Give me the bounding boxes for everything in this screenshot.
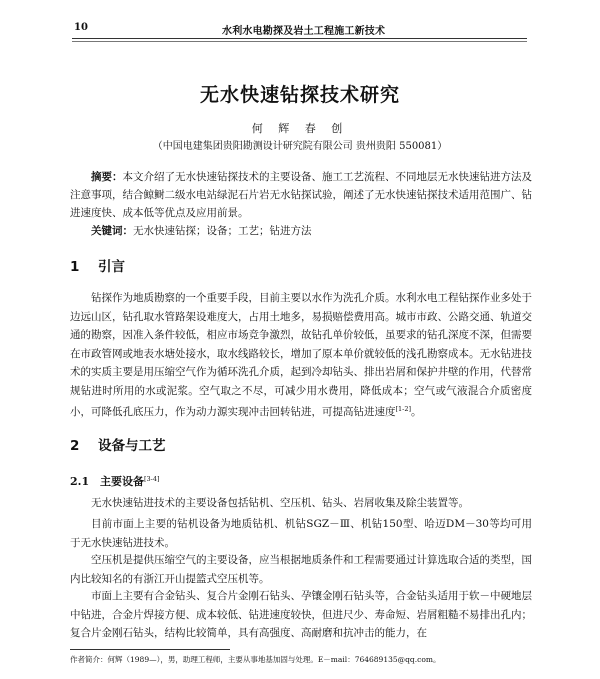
journal-name: 水利水电勘探及岩土工程施工新技术 bbox=[222, 26, 386, 37]
citation: [1-2] bbox=[395, 405, 412, 413]
section-heading-2 bbox=[70, 434, 166, 454]
abstract-label: 摘要： bbox=[91, 171, 123, 183]
affiliation-line: （中国电建集团贵阳勘测设计研究院有限公司 贵州贵阳 550081） bbox=[152, 141, 448, 152]
author-footnote: 作者简介：何辉（1989—），男，助理工程师，主要从事地基加固与处理。E－mail：764689135@qq.com。 bbox=[70, 655, 441, 664]
equipment-paragraph: 无水快速钻进技术的主要设备包括钻机、空压机、钻头、岩屑收集及除尘装置等。 bbox=[91, 497, 469, 509]
citation: [3-4] bbox=[144, 475, 160, 483]
drill-paragraph: 目前市面上主要的钻机设备为地质钻机、机钻SGZ－Ⅲ、机钻150型、哈迈DM－30等均可用于无水快速钻进技术。 bbox=[70, 518, 532, 549]
section-title: 引言 bbox=[98, 259, 125, 275]
keywords-label: 关键词： bbox=[91, 225, 133, 237]
header-rule bbox=[72, 38, 527, 39]
header-rule-thin bbox=[72, 41, 527, 42]
section-title: 设备与工艺 bbox=[98, 438, 166, 454]
running-header bbox=[0, 0, 600, 44]
abstract bbox=[70, 168, 532, 222]
paper-title: 无水快速钻探技术研究 bbox=[199, 84, 400, 106]
compressor-paragraph: 空压机是提供压缩空气的主要设备，应当根据地质条件和工程需要通过计算选取合适的类型，国内比较知名的有浙江开山提篮式空压机等。 bbox=[70, 554, 532, 585]
paragraph-text: 钻探作为地质勘察的一个重要手段，目前主要以水作为洗孔介质。水利水电工程钻探作业多处于边远山区，钻孔取水管路架设难度大，占用土地多，易损赔偿费用高。城市市政、公路交通、轨道交通的勘察，因准入条件较低，相应市场竞争激烈，故钻孔单价较低，虽要求的钻孔深度不深，但需要在市政管网或地表水塘处接水，取水线路较长，增加了原本单价就较低的浅孔勘察成本。无水钻进技术的实质主要是用压缩空气作为循环洗孔介质，起到冷却钻头、排出岩屑和保护井壁的作用，代替常规钻进时所用的水或泥浆。空气取之不尽，可减少用水费用，降低成本；空气或气液混合介质密度小，可降低孔底压力，作为动力源实现冲击回转钻进，可提高钻进速度 bbox=[70, 292, 532, 418]
abstract-text: 本文介绍了无水快速钻探技术的主要设备、施工工艺流程、不同地层无水快速钻进方法及注意事项，结合鲸鲥二级水电站绿泥石片岩无水钻探试验，阐述了无水快速钻探技术适用范围广、钻进速度快、成本低等优点及应用前景。 bbox=[70, 171, 532, 219]
keywords-text: 无水快速钻探；设备；工艺；钻进方法 bbox=[133, 225, 312, 237]
subsection-heading bbox=[70, 473, 160, 489]
paragraph-end: 。 bbox=[411, 406, 422, 418]
keywords bbox=[70, 222, 532, 240]
introduction-paragraph bbox=[70, 289, 532, 422]
section-heading-1 bbox=[70, 255, 125, 275]
author-line: 何 辉 春 创 bbox=[251, 122, 349, 135]
section-number: 1 bbox=[70, 259, 80, 275]
subsection-title: 主要设备 bbox=[100, 475, 144, 488]
page-number: 10 bbox=[74, 22, 88, 33]
section-number: 2 bbox=[70, 438, 80, 454]
footnote-rule bbox=[70, 649, 230, 650]
subsection-number: 2.1 bbox=[70, 475, 90, 488]
drill-bit-paragraph: 市面上主要有合金钻头、复合片金刚石钻头、孕镶金刚石钻头等，合金钻头适用于软－中硬地层中钻进，合金片焊接方便、成本较低、钻进速度较快，但进尺少、寿命短、岩屑粗糙不易排出孔内；复合片金刚石钻头，结构比较简单，具有高强度、高耐磨和抗冲击的能力，在 bbox=[70, 590, 532, 639]
